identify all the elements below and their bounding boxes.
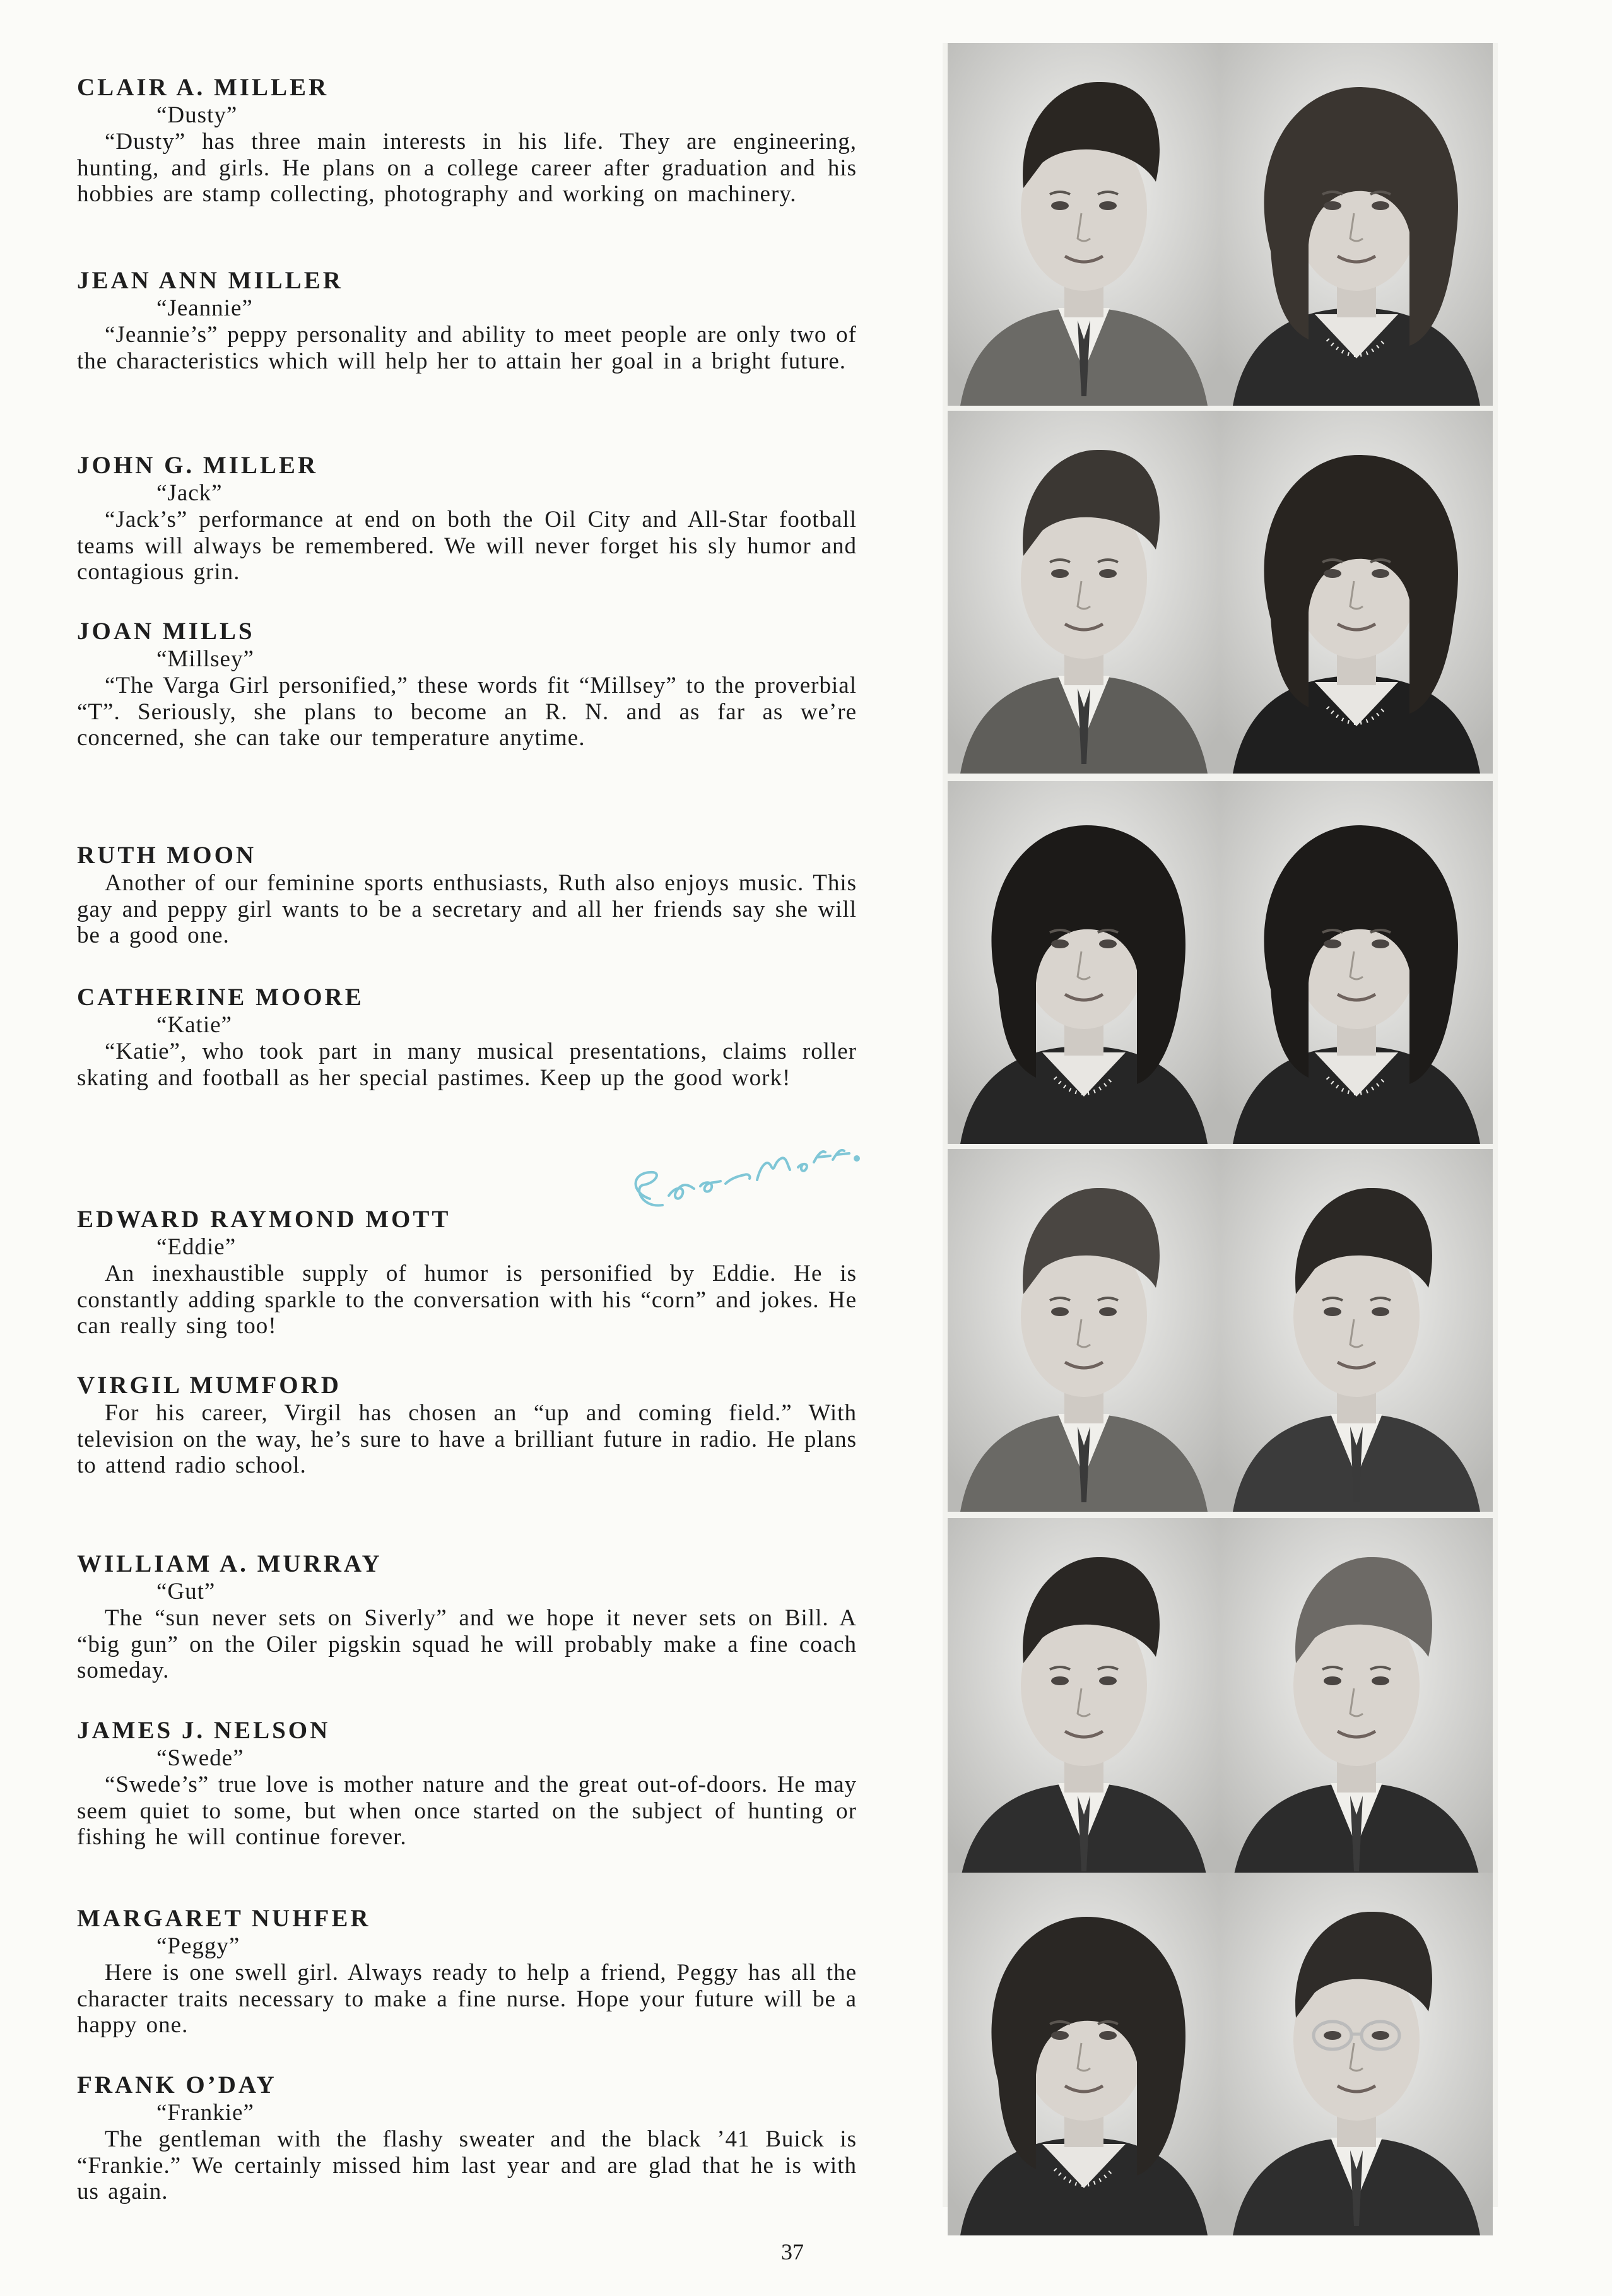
- student-nickname: “Gut”: [156, 1579, 216, 1604]
- student-nickname: “Peggy”: [156, 1933, 240, 1959]
- entry-virgil-mumford: [77, 1371, 857, 1479]
- man-portrait-glasses-photo: [1220, 1873, 1493, 2235]
- student-name: JEAN ANN MILLER: [77, 267, 343, 294]
- student-nickname: “Millsey”: [156, 646, 254, 672]
- student-name: JOAN MILLS: [77, 618, 255, 645]
- student-name: JAMES J. NELSON: [77, 1717, 331, 1744]
- woman-portrait-photo: [948, 1873, 1220, 2235]
- man-portrait-photo: [1220, 1149, 1493, 1512]
- student-name: FRANK O’DAY: [77, 2071, 277, 2099]
- student-nickname: “Katie”: [156, 1012, 232, 1038]
- student-name: RUTH MOON: [77, 842, 257, 869]
- student-name: MARGARET NUHFER: [77, 1905, 371, 1932]
- student-name: CATHERINE MOORE: [77, 984, 364, 1011]
- entry-william-murray: [77, 1550, 857, 1684]
- portrait-grid: [943, 43, 1498, 2207]
- student-description: “Jack’s” performance at end on both the Oil City and All-Star football teams will always be remembered. We will never forget his sly humor and contagious grin.: [77, 507, 857, 585]
- man-portrait-photo: [948, 1149, 1220, 1512]
- entry-frank-oday: [77, 2071, 857, 2205]
- student-description: The gentleman with the flashy sweater and the black ’41 Buick is “Frankie.” We certainly missed him last year and are glad that he is with us again.: [77, 2126, 857, 2205]
- student-nickname: “Eddie”: [156, 1234, 237, 1260]
- student-description: Here is one swell girl. Always ready to help a friend, Peggy has all the character traits necessary to make a fine nurse. Hope your future will be a happy one.: [77, 1960, 857, 2038]
- entry-james-nelson: [77, 1716, 857, 1851]
- man-portrait-photo: [1220, 1518, 1493, 1881]
- entry-clair-miller: [77, 73, 857, 208]
- man-portrait-photo: [948, 411, 1220, 774]
- student-description: “Jeannie’s” peppy personality and ability to meet people are only two of the characteristics which will help her to attain her goal in a bright future.: [77, 322, 857, 374]
- entry-john-miller: [77, 451, 857, 586]
- entry-margaret-nuhfer: [77, 1904, 857, 2039]
- student-nickname: “Dusty”: [156, 102, 238, 128]
- entry-jean-miller: [77, 266, 857, 374]
- student-description: An inexhaustible supply of humor is personified by Eddie. He is constantly adding sparkle to the conversation with his “corn” and jokes. He can really sing too!: [77, 1261, 857, 1339]
- student-nickname: “Jack”: [156, 480, 223, 506]
- student-description: Another of our feminine sports enthusiasts, Ruth also enjoys music. This gay and peppy girl wants to be a secretary and all her friends say she will be a good one.: [77, 870, 857, 948]
- student-description: “The Varga Girl personified,” these words fit “Millsey” to the proverbial “T”. Seriously, she plans to become an R. N. and as far as we’re concerned, she can take our temperature anytime.: [77, 673, 857, 751]
- student-name: EDWARD RAYMOND MOTT: [77, 1206, 451, 1233]
- student-description: For his career, Virgil has chosen an “up and coming field.” With television on the way, he’s sure to have a brilliant future in radio. He plans to attend radio school.: [77, 1400, 857, 1478]
- student-name: WILLIAM A. MURRAY: [77, 1550, 382, 1577]
- student-description: “Swede’s” true love is mother nature and the great out-of-doors. He may seem quiet to some, but when once started on the subject of hunting or fishing he will continue forever.: [77, 1772, 857, 1850]
- student-description: “Dusty” has three main interests in his life. They are engineering, hunting, and girls. He plans on a college career after graduation and his hobbies are stamp collecting, photography and working on machinery.: [77, 129, 857, 207]
- student-nickname: “Frankie”: [156, 2100, 254, 2126]
- student-description: The “sun never sets on Siverly” and we hope it never sets on Bill. A “big gun” on the Oiler pigskin squad he will probably make a fine coach someday.: [77, 1605, 857, 1683]
- handwritten-signature: [625, 1123, 915, 1233]
- woman-portrait-photo: [1220, 411, 1493, 774]
- entry-ruth-moon: [77, 841, 857, 949]
- student-name: JOHN G. MILLER: [77, 452, 319, 479]
- student-nickname: “Swede”: [156, 1745, 244, 1771]
- woman-portrait-photo: [1220, 43, 1493, 406]
- student-name: CLAIR A. MILLER: [77, 74, 329, 101]
- student-name: VIRGIL MUMFORD: [77, 1372, 341, 1399]
- woman-portrait-photo: [948, 781, 1220, 1144]
- woman-portrait-photo: [1220, 781, 1493, 1144]
- man-portrait-photo: [948, 43, 1220, 406]
- student-nickname: “Jeannie”: [156, 295, 253, 321]
- entry-catherine-moore: [77, 983, 857, 1091]
- entry-joan-mills: [77, 617, 857, 751]
- page-number: 37: [781, 2239, 804, 2264]
- student-description: “Katie”, who took part in many musical presentations, claims roller skating and football as her special pastimes. Keep up the good work!: [77, 1039, 857, 1091]
- man-portrait-photo: [948, 1518, 1220, 1881]
